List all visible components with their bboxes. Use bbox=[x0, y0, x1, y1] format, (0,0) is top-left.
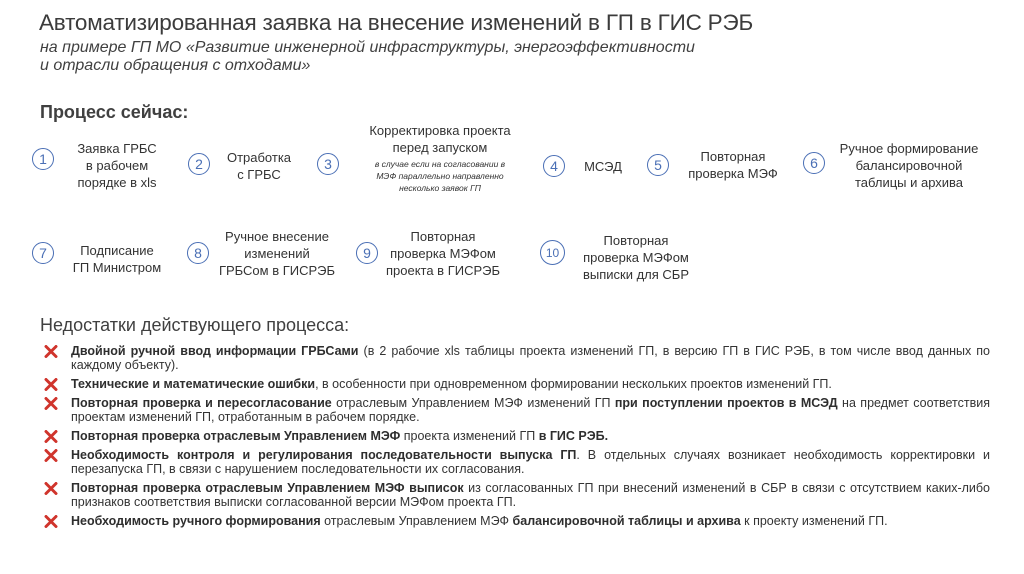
x-mark-icon bbox=[44, 449, 58, 462]
step-label: Повторная bbox=[700, 149, 766, 164]
issue-text: из согласованных ГП при внесений изменений в СБР в связи с отсутствием каких-либо признаков соответствия выписки согласованной версии МЭФом проекта ГП. bbox=[71, 481, 990, 509]
step-number-icon: 9 bbox=[356, 242, 378, 264]
step-label: порядке в xls bbox=[77, 175, 157, 190]
issue-bold-text: балансировочной таблицы и архива bbox=[512, 514, 741, 528]
step-label: Отработка bbox=[226, 150, 292, 165]
process-heading: Процесс сейчас: bbox=[40, 102, 189, 122]
step-label: Повторная bbox=[603, 233, 669, 248]
x-mark-icon bbox=[44, 397, 58, 410]
issue-item bbox=[44, 396, 990, 424]
step-label: с ГРБС bbox=[237, 167, 281, 182]
x-mark-icon bbox=[44, 345, 58, 358]
step-label: Заявка ГРБС bbox=[77, 141, 157, 156]
process-step bbox=[62, 140, 172, 191]
step-label: в рабочем bbox=[85, 158, 149, 173]
process-step bbox=[62, 242, 172, 276]
step-label: проверка МЭФом bbox=[390, 246, 496, 261]
step-number-icon: 2 bbox=[188, 153, 210, 175]
issue-text: к проекту изменений ГП. bbox=[740, 514, 888, 528]
step-label: изменений bbox=[244, 246, 310, 261]
step-label: ГРБСом в ГИСРЭБ bbox=[218, 263, 336, 278]
step-label: Подписание bbox=[80, 243, 154, 258]
x-mark-icon bbox=[44, 482, 58, 495]
step-label: Повторная bbox=[410, 229, 476, 244]
issue-text: проекта изменений ГП bbox=[400, 429, 539, 443]
issue-bold-text: в ГИС РЭБ. bbox=[538, 429, 609, 443]
issue-bold-text: Повторная проверка и пересогласование bbox=[71, 396, 332, 410]
step-label: Ручное внесение bbox=[225, 229, 329, 244]
issue-text: , в особенности при одновременном формировании нескольких проектов изменений ГП. bbox=[315, 377, 832, 391]
issue-text: отраслевым Управлением МЭФ изменений ГП bbox=[331, 396, 615, 410]
issue-text: на предмет соответствия проектам изменений ГП, отработанным в рабочем порядке. bbox=[71, 396, 990, 424]
step-number-icon: 6 bbox=[803, 152, 825, 174]
page-title: Автоматизированная заявка на внесение изменений в ГП в ГИС РЭБ bbox=[39, 10, 754, 35]
process-step bbox=[352, 122, 528, 194]
issue-item bbox=[44, 344, 990, 372]
step-number-icon: 4 bbox=[543, 155, 565, 177]
issue-bold-text: при поступлении проектов в МСЭД bbox=[614, 396, 838, 410]
issues-heading: Недостатки действующего процесса: bbox=[40, 315, 350, 335]
step-label: проверка МЭФом bbox=[583, 250, 689, 265]
issue-item bbox=[44, 448, 990, 476]
process-step bbox=[214, 228, 340, 279]
x-mark-icon bbox=[44, 515, 58, 528]
issue-text: . В отдельных случаях возникает необходимость корректировки и перезапуска ГП, в связи с нарушением последовательности их согласования. bbox=[71, 448, 991, 476]
x-mark-icon bbox=[44, 378, 58, 391]
step-number-icon: 3 bbox=[317, 153, 339, 175]
step-label: проекта в ГИСРЭБ bbox=[385, 263, 501, 278]
issues-list bbox=[44, 344, 990, 533]
process-step bbox=[834, 140, 984, 191]
process-step bbox=[384, 228, 502, 279]
process-step bbox=[218, 149, 300, 183]
subtitle-line: и отрасли обращения с отходами» bbox=[40, 57, 311, 74]
issue-bold-text: Двойной ручной ввод информации ГРБСами bbox=[71, 344, 359, 358]
subtitle-line: на примере ГП МО «Развитие инженерной инфраструктуры, энергоэффективности bbox=[40, 39, 695, 56]
issue-item bbox=[44, 377, 990, 391]
issue-item bbox=[44, 481, 990, 509]
issue-item bbox=[44, 429, 990, 443]
issue-bold-text: Необходимость ручного формирования bbox=[71, 514, 321, 528]
step-label: перед запуском bbox=[392, 140, 488, 155]
step-label: МСЭД bbox=[584, 159, 622, 174]
issue-bold-text: Необходимость контроля и регулирования последовательности выпуска ГП bbox=[71, 448, 577, 462]
step-label: балансировочной bbox=[855, 158, 963, 173]
issue-text: (в 2 рабочие xls таблицы проекта изменений ГП, в версию ГП в ГИС РЭБ, в том числе ввод данных по каждому объекту). bbox=[71, 344, 991, 372]
step-label: таблицы и архива bbox=[854, 175, 964, 190]
x-mark-icon bbox=[44, 430, 58, 443]
step-note: в случае если на согласовании в МЭФ параллельно направленно несколько заявок ГП bbox=[374, 159, 506, 193]
step-label: Корректировка проекта bbox=[369, 123, 511, 138]
step-number-icon: 10 bbox=[540, 240, 565, 265]
process-step bbox=[574, 232, 698, 283]
step-number-icon: 5 bbox=[647, 154, 669, 176]
issue-text: отраслевым Управлением МЭФ bbox=[320, 514, 513, 528]
issue-bold-text: Повторная проверка отраслевым Управлением МЭФ выписок bbox=[71, 481, 464, 495]
step-number-icon: 7 bbox=[32, 242, 54, 264]
process-step bbox=[578, 158, 628, 175]
step-number-icon: 8 bbox=[187, 242, 209, 264]
page-subtitle bbox=[40, 39, 800, 75]
issue-bold-text: Повторная проверка отраслевым Управлением МЭФ bbox=[71, 429, 401, 443]
step-label: выписки для СБР bbox=[582, 267, 690, 282]
step-label: Ручное формирование bbox=[839, 141, 979, 156]
step-label: проверка МЭФ bbox=[688, 166, 778, 181]
process-step bbox=[678, 148, 788, 182]
step-label: ГП Министром bbox=[72, 260, 162, 275]
issue-bold-text: Технические и математические ошибки bbox=[71, 377, 316, 391]
step-number-icon: 1 bbox=[32, 148, 54, 170]
issue-item bbox=[44, 514, 990, 528]
